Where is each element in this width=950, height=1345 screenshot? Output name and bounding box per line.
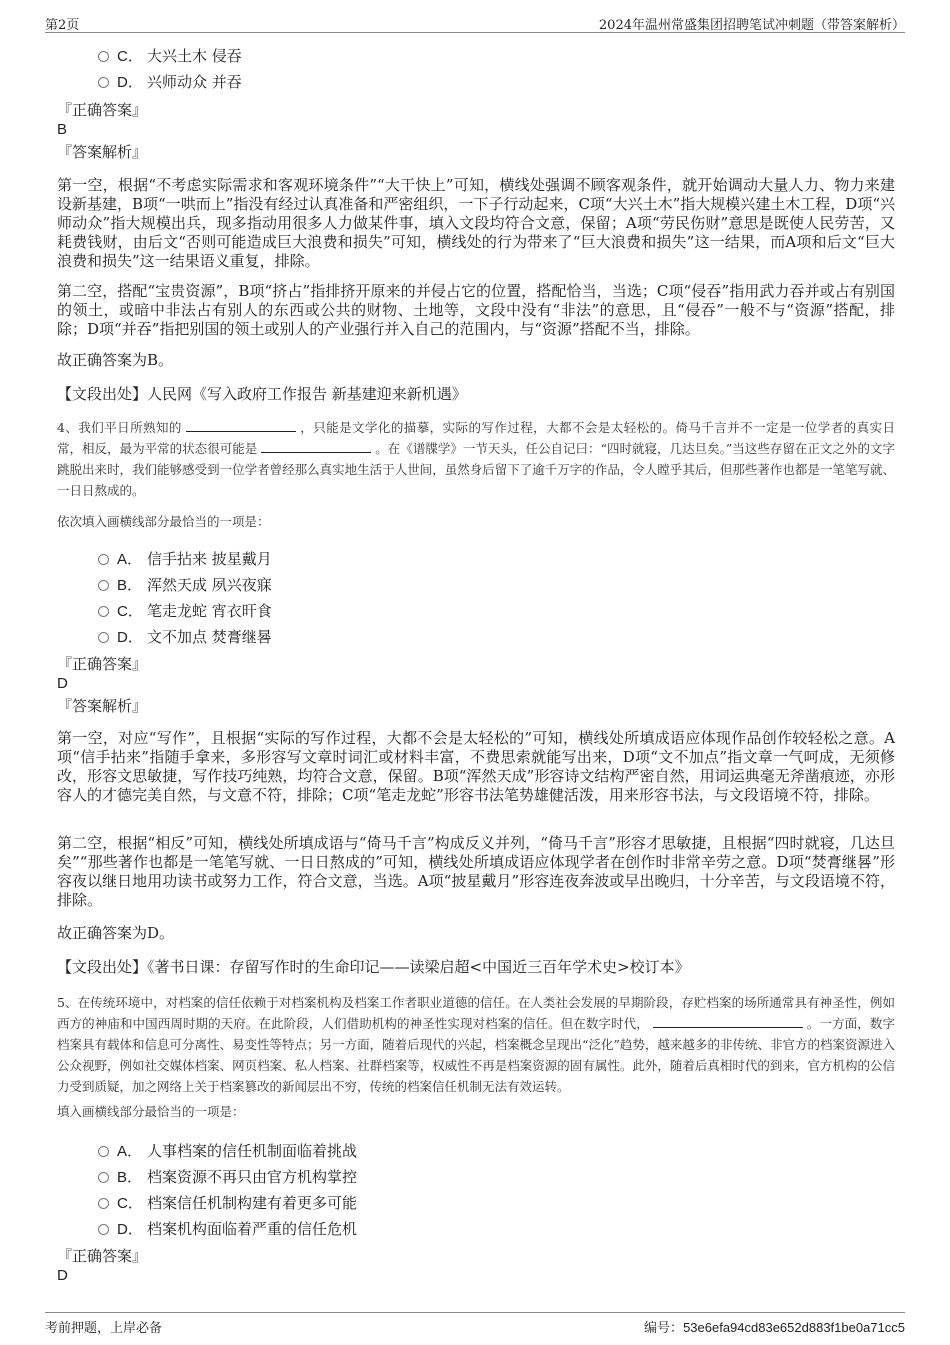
- page-header: [45, 12, 905, 33]
- document-code: 编号：53e6efa94cd83e652d883f1be0a71cc5: [644, 1320, 905, 1336]
- q4-option-b[interactable]: B． 浑然天成 夙兴夜寐: [98, 575, 272, 595]
- q4-analysis-label: 『答案解析』: [57, 697, 148, 715]
- radio-icon[interactable]: [98, 606, 109, 617]
- q4-stem: 4、我们平日所熟知的 ，只能是文学化的描摹，实际的写作过程，大都不会是太轻松的。倚马千言并不一定是一位学者的真实日常，相反，最为平常的状态很可能是 。在《谱牒学》一节天头，任公自记曰：“四时就寝，几达旦矣。”当这些存留在正文之外的文字跳脱出来时，我们能够感受到一位学者曾经那么真实地生活于人世间，虽然身后留下了逾千万字的作品，令人瞠乎其后，但那些著作也都是一笔笔写就、一日日熬成的。: [57, 420, 895, 498]
- radio-icon[interactable]: [98, 1172, 109, 1183]
- radio-icon[interactable]: [98, 1224, 109, 1235]
- q5-instruction: 填入画横线部分最恰当的一项是：: [57, 1104, 245, 1119]
- q3-answer-label: 『正确答案』: [57, 101, 148, 119]
- fill-blank: [261, 440, 371, 453]
- q4-instruction: 依次填入画横线部分最恰当的一项是：: [57, 514, 270, 529]
- q4-option-a[interactable]: A． 信手拈来 披星戴月: [98, 549, 272, 569]
- radio-icon[interactable]: [98, 1198, 109, 1209]
- q5-answer: D: [57, 1267, 68, 1284]
- radio-icon[interactable]: [98, 77, 109, 88]
- radio-icon[interactable]: [98, 1146, 109, 1157]
- radio-icon[interactable]: [98, 554, 109, 565]
- fill-blank: [653, 1015, 803, 1028]
- q3-conclusion: 故正确答案为B。: [57, 351, 174, 369]
- q3-analysis-p1: 第一空，根据“不考虑实际需求和客观环境条件”“大干快上”可知，横线处强调不顾客观条件，就开始调动大量人力、物力来建设新基建，B项“一哄而上”指没有经过认真准备和严密组织，一下子行动起来，C项“大兴土木”指大规模兴建土木工程，D项“兴师动众”指大规模出兵，现多指动用很多人力做某件事，填入文段均符合文意，保留；A项“劳民伤财”意思是既使人民劳苦，又耗费钱财，由后文“否则可能造成巨大浪费和损失”可知，横线处的行为带来了“巨大浪费和损失”这一结果，而A项和后文“巨大浪费和损失”这一结果语义重复，排除。: [57, 176, 895, 270]
- q5-option-b[interactable]: B． 档案资源不再只由官方机构掌控: [98, 1167, 357, 1187]
- radio-icon[interactable]: [98, 632, 109, 643]
- q5-stem: 5、在传统环境中，对档案的信任依赖于对档案机构及档案工作者职业道德的信任。在人类社会发展的早期阶段，存贮档案的场所通常具有神圣性，例如西方的神庙和中国西周时期的天府。在此阶段，人们借助机构的神圣性实现对档案的信任。但在数字时代， 。一方面，数字档案具有载体和信息可分离性、易变性等特点；另一方面，随着后现代的兴起，档案概念呈现出“泛化”趋势，越来越多的非传统、非官方的档案资源进入公众视野，例如社交媒体档案、网页档案、私人档案、社群档案等，权威性不再是档案资源的固有属性。此外，随着后真相时代的到来，官方机构的公信力受到质疑，加之网络上关于档案篡改的新闻层出不穷，传统的档案信任机制无法有效运转。: [57, 995, 895, 1094]
- page-footer: [45, 1312, 905, 1336]
- radio-icon[interactable]: [98, 51, 109, 62]
- q4-source: 【文段出处】《著书日课：存留写作时的生命印记——读梁启超<中国近三百年学术史>校订本》: [57, 958, 690, 976]
- footer-note: 考前押题，上岸必备: [45, 1321, 163, 1336]
- q5-answer-label: 『正确答案』: [57, 1247, 148, 1265]
- q5-option-d[interactable]: D． 档案机构面临着严重的信任危机: [98, 1219, 357, 1239]
- radio-icon[interactable]: [98, 580, 109, 591]
- q5-option-c[interactable]: C． 档案信任机制构建有着更多可能: [98, 1193, 357, 1213]
- q4-answer: D: [57, 675, 68, 692]
- q4-analysis-p1: 第一空，对应“写作”，且根据“实际的写作过程，大都不会是太轻松的”可知，横线处所填成语应体现作品创作较轻松之意。A项“信手拈来”指随手拿来，多形容写文章时词汇或材料丰富，不费思索就能写出来，D项“文不加点”指文章一气呵成，无须修改，形容文思敏捷，写作技巧纯熟，均符合文意，保留。B项“浑然天成”形容诗文结构严密自然，用词运典毫无斧凿痕迹，亦形容人的才德完美自然，与文意不符，排除；C项“笔走龙蛇”形容书法笔势雄健活泼，用来形容书法，与文段语境不符，排除。: [57, 729, 895, 804]
- q3-answer: B: [57, 121, 68, 138]
- q4-option-c[interactable]: C． 笔走龙蛇 宵衣旰食: [98, 601, 272, 621]
- fill-blank: [186, 419, 296, 432]
- q3-source: 【文段出处】人民网《写入政府工作报告 新基建迎来新机遇》: [57, 385, 467, 403]
- q4-conclusion: 故正确答案为D。: [57, 924, 175, 942]
- q3-option-c[interactable]: C． 大兴土木 侵吞: [98, 46, 242, 66]
- document-title: 2024年温州常盛集团招聘笔试冲刺题（带答案解析）: [598, 18, 905, 33]
- q4-answer-label: 『正确答案』: [57, 655, 148, 673]
- q5-option-a[interactable]: A． 人事档案的信任机制面临着挑战: [98, 1141, 357, 1161]
- q4-analysis-p2: 第二空，根据“相反”可知，横线处所填成语与“倚马千言”构成反义并列，“倚马千言”形容才思敏捷，且根据“四时就寝，几达旦矣”“那些著作也都是一笔笔写就、一日日熬成的”可知，横线处所填成语应体现学者在创作时非常辛劳之意。D项“焚膏继晷”形容夜以继日地用功读书或努力工作，符合文意，当选。A项“披星戴月”形容连夜奔波或早出晚归，十分辛苦，与文段语境不符，排除。: [57, 834, 895, 909]
- q3-option-d[interactable]: D． 兴师动众 并吞: [98, 72, 242, 92]
- q3-analysis-label: 『答案解析』: [57, 143, 148, 161]
- q3-analysis-p2: 第二空，搭配“宝贵资源”，B项“挤占”指排挤开原来的并侵占它的位置，搭配恰当，当选；C项“侵吞”指用武力吞并或占有别国的领土，或暗中非法占有别人的东西或公共的财物、土地等，文段中没有“非法”的意思，且“侵吞”一般不与“资源”搭配，排除；D项“并吞”指把别国的领土或别人的产业强行并入自己的范围内，与“资源”搭配不当，排除。: [57, 282, 895, 338]
- q4-option-d[interactable]: D． 文不加点 焚膏继晷: [98, 627, 272, 647]
- page-number: 第2页: [45, 18, 80, 33]
